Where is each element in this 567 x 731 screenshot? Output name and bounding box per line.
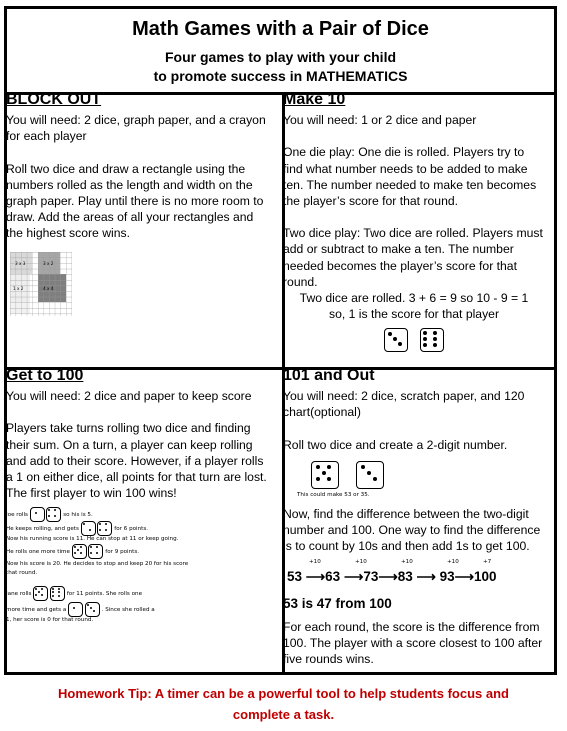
step-value: 83 <box>397 569 413 585</box>
make-10-example-1: Two dice are rolled. 3 + 6 = 9 so 10 - 9 = 1 <box>299 291 529 306</box>
get-to-100-need: You will need: 2 dice and paper to keep score <box>6 389 252 404</box>
101-and-out-need: You will need: 2 dice, scratch paper, and 120 chart(optional) <box>283 389 525 420</box>
arrow-right-icon: ⟶ <box>305 569 326 585</box>
die-pip <box>90 552 92 554</box>
step-value: 93 <box>439 569 455 585</box>
grid-label-2: 3 x 2 <box>43 260 54 266</box>
die-pip <box>99 529 101 531</box>
arrow-right-icon: ⟶ <box>416 569 436 585</box>
die-pip <box>398 342 402 346</box>
block-out-section <box>6 92 270 316</box>
die-pip <box>105 529 107 531</box>
die-face-icon <box>30 507 45 522</box>
die-pip <box>423 337 427 341</box>
die-pip <box>48 515 50 517</box>
die-pip <box>316 477 320 481</box>
arrow-right-icon: ⟶ <box>343 569 364 585</box>
homework-tip-line-2: complete a task. <box>232 707 335 722</box>
die-pip <box>35 594 37 596</box>
die-pip <box>80 552 82 554</box>
die-face-icon <box>81 521 96 536</box>
die-pip <box>327 477 331 481</box>
make-10-need: You will need: 1 or 2 dice and paper <box>283 113 477 128</box>
die-pip <box>433 331 437 335</box>
die-pip <box>35 588 37 590</box>
die-pip <box>58 595 60 597</box>
101-and-out-body-1: Roll two dice and create a 2-digit number. <box>283 437 508 452</box>
die-pip <box>388 332 392 336</box>
step-label: +10 <box>447 559 459 566</box>
101-result: 53 is 47 from 100 <box>283 596 392 612</box>
die-pip <box>52 591 54 593</box>
step-label: +10 <box>309 559 321 566</box>
die-face-icon <box>68 602 83 617</box>
die-pip <box>41 588 43 590</box>
101-and-out-title: 101 and Out <box>283 367 375 384</box>
die-face-icon <box>384 328 408 352</box>
block-out-title: BLOCK OUT <box>6 91 102 108</box>
die-pip <box>52 595 54 597</box>
make-10-title: Make 10 <box>283 91 346 108</box>
page-subtitle <box>7 48 554 86</box>
step-value: 53 <box>287 569 303 585</box>
die-face-icon <box>50 586 65 601</box>
page-header <box>7 9 554 95</box>
example-text: He keeps rolling, and gets <box>6 526 79 533</box>
count-up-sequence <box>283 558 545 592</box>
arrow-right-icon: ⟶ <box>378 569 398 585</box>
make-10-two-dice: Two dice play: Two dice are rolled. Players must add or subtract to make a ten. The number needed becomes the player’s score for that round. <box>283 226 543 289</box>
die-face-icon <box>72 544 87 559</box>
make-10-dice-row <box>283 328 545 352</box>
101-dice-row <box>311 461 545 489</box>
example-text: Joe rolls <box>6 512 28 519</box>
grid-label-1: 3 x 3 <box>15 260 26 266</box>
101-and-out-section <box>283 368 545 667</box>
die-pip <box>433 337 437 341</box>
example-text: 1, her score is 0 for that round. <box>6 617 94 624</box>
example-text: . Since she rolled a <box>101 607 155 614</box>
homework-tip <box>0 683 567 725</box>
get-to-100-section <box>6 368 270 625</box>
die-pip <box>322 471 326 475</box>
die-pip <box>74 546 76 548</box>
homework-tip-line-1: Homework Tip: A timer can be a powerful tool to help students focus and <box>58 686 509 701</box>
101-and-out-body-2: Now, find the difference between the two-digit number and 100. One way to find the difference is to count by 10s and then add 1s to get 100. <box>283 506 541 554</box>
step-value: 73 <box>363 569 379 585</box>
die-pip <box>52 588 54 590</box>
die-pip <box>77 549 79 551</box>
die-pip <box>54 515 56 517</box>
die-pip <box>54 509 56 511</box>
subtitle-line-1: Four games to play with your child <box>164 49 397 65</box>
die-pip <box>99 523 101 525</box>
die-pip <box>58 591 60 593</box>
die-pip <box>96 546 98 548</box>
grid-label-3: 1 x 2 <box>13 285 24 291</box>
step-value: 100 <box>474 569 497 585</box>
101-and-out-body-3: For each round, the score is the difference from 100. The player with a score closest to 100 after five rounds wins. <box>283 619 543 667</box>
graph-paper-illustration <box>10 252 72 316</box>
get-to-100-body: Players take turns rolling two dice and finding their sum. On a turn, a player can keep rolling and add to their score. However, if a player rolls a 1 on either dice, all points for that turn are lost. The first player to win 100 wins! <box>6 421 267 501</box>
die-pip <box>38 591 40 593</box>
die-pip <box>361 465 365 469</box>
example-text: Jane rolls <box>6 591 32 598</box>
arrow-right-icon: ⟶ <box>454 569 475 585</box>
die-pip <box>35 512 37 514</box>
step-value: 63 <box>325 569 341 585</box>
die-pip <box>89 529 91 531</box>
die-pip <box>58 588 60 590</box>
die-pip <box>74 552 76 554</box>
make-10-section <box>283 92 545 352</box>
example-text: so his is 5. <box>63 512 93 519</box>
die-pip <box>41 594 43 596</box>
example-text: Now his score is 20. He decides to stop and keep 20 for his score that round. <box>6 561 189 577</box>
die-pip <box>90 607 92 609</box>
make-10-example-2: so, 1 is the score for that player <box>328 307 500 322</box>
get-to-100-title: Get to 100 <box>6 367 84 384</box>
die-pip <box>83 523 85 525</box>
block-out-body: Roll two dice and draw a rectangle using the numbers rolled as the length and width on the graph paper. Play until there is no more room to draw. Add the areas of all your rectangles and the highest score wins. <box>6 161 264 241</box>
die-pip <box>423 331 427 335</box>
die-pip <box>373 477 377 481</box>
block-out-need: You will need: 2 dice, graph paper, and a crayon for each player <box>6 113 266 144</box>
example-text: for 9 points. <box>105 549 140 556</box>
example-text: He rolls one more time <box>6 549 70 556</box>
die-face-icon <box>46 507 61 522</box>
die-pip <box>327 465 331 469</box>
die-pip <box>433 343 437 347</box>
dice-caption: This could make 53 or 35. <box>297 491 370 498</box>
die-pip <box>393 337 397 341</box>
example-text: more time and gets a <box>6 607 67 614</box>
die-pip <box>93 610 95 612</box>
die-pip <box>87 604 89 606</box>
die-pip <box>90 546 92 548</box>
die-pip <box>73 607 75 609</box>
die-face-icon <box>97 521 112 536</box>
step-label: +7 <box>483 559 492 566</box>
die-pip <box>48 509 50 511</box>
grid-label-4: 4 x 4 <box>43 285 54 291</box>
die-pip <box>367 471 371 475</box>
page-title: Math Games with a Pair of Dice <box>132 18 429 40</box>
example-text: Now his running score is 11. He can stop at 11 or keep going. <box>6 536 179 543</box>
die-face-icon <box>311 461 339 489</box>
make-10-one-die: One die play: One die is rolled. Players try to find what number needs to be added to make ten. The number needed to make ten becomes the player’s score for that round. <box>283 145 537 209</box>
die-pip <box>423 343 427 347</box>
subtitle-line-2: to promote success in MATHEMATICS <box>153 68 408 84</box>
die-face-icon <box>420 328 444 352</box>
step-label: +10 <box>355 559 367 566</box>
die-face-icon <box>356 461 384 489</box>
die-pip <box>80 546 82 548</box>
get-to-100-example <box>6 507 196 625</box>
example-text: for 11 points. She rolls one <box>66 591 143 598</box>
die-face-icon <box>85 602 100 617</box>
die-face-icon <box>88 544 103 559</box>
die-pip <box>105 523 107 525</box>
step-label: +10 <box>401 559 413 566</box>
die-face-icon <box>33 586 48 601</box>
die-pip <box>96 552 98 554</box>
example-text: for 6 points. <box>114 526 149 533</box>
die-pip <box>316 465 320 469</box>
